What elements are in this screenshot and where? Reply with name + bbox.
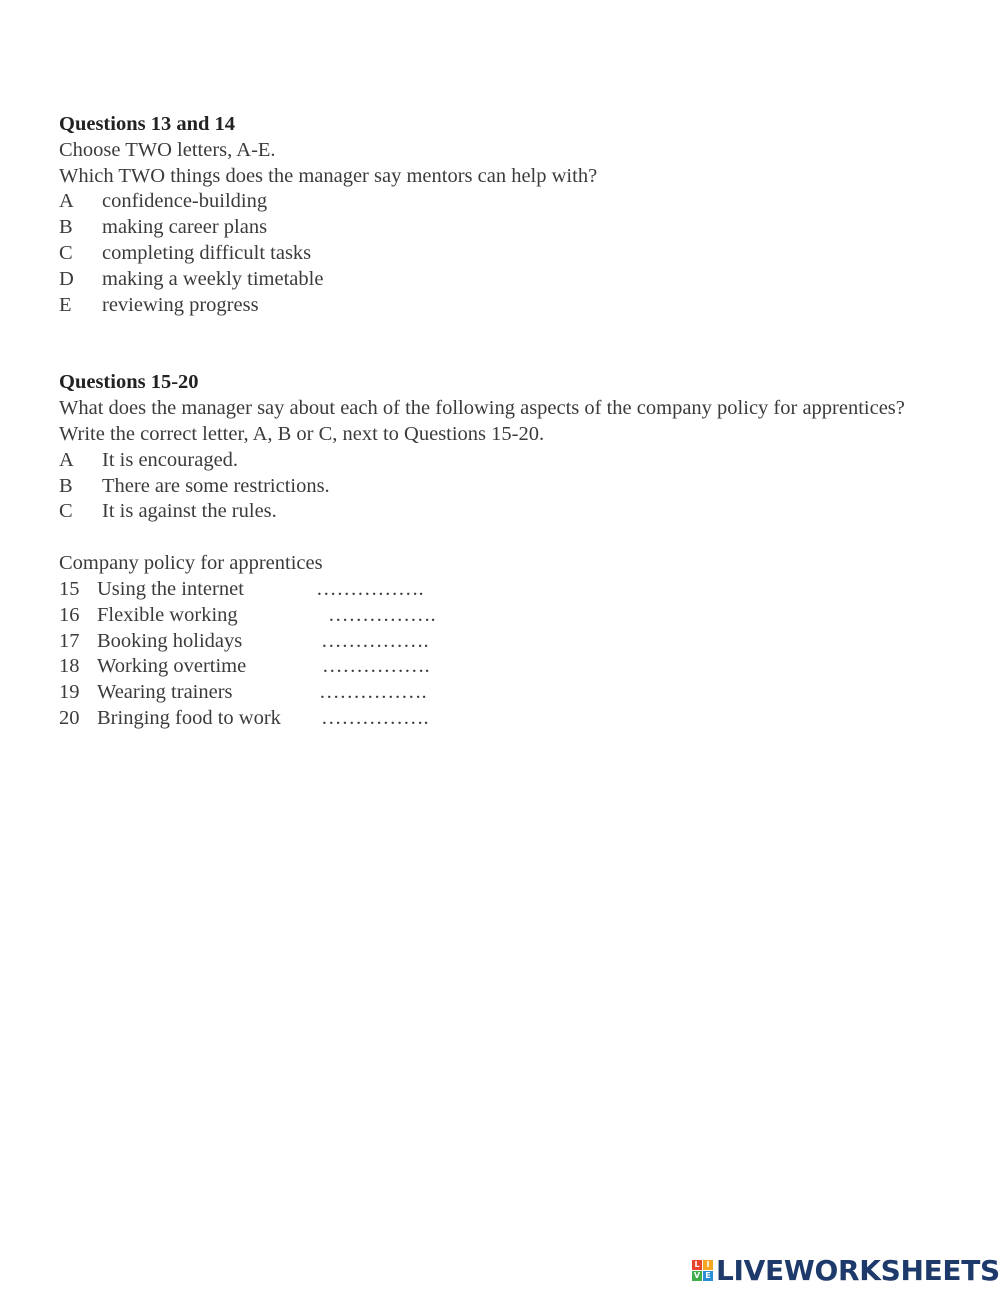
question-text: Using the internet xyxy=(97,577,244,600)
liveworksheets-brand[interactable] xyxy=(692,1253,1000,1287)
question-number: 16 xyxy=(59,603,80,626)
option-letter: A xyxy=(59,448,74,471)
option-e xyxy=(59,293,939,319)
option-letter: B xyxy=(59,474,73,497)
option-letter: D xyxy=(59,267,74,290)
question-number: 17 xyxy=(59,629,80,652)
question-text: Wearing trainers xyxy=(97,681,233,704)
option-a xyxy=(59,189,939,215)
question-row-15 xyxy=(59,577,939,603)
answer-blank[interactable]: ……………. xyxy=(319,681,427,704)
option-c xyxy=(59,241,939,267)
logo-letter: I xyxy=(703,1260,713,1270)
section2-heading: Questions 15-20 xyxy=(59,371,199,394)
answer-blank[interactable]: ……………. xyxy=(321,706,429,729)
option-text: making a weekly timetable xyxy=(102,267,324,290)
option-text: There are some restrictions. xyxy=(102,474,330,497)
option-text: It is against the rules. xyxy=(102,500,277,523)
answer-blank[interactable]: ……………. xyxy=(328,603,436,626)
question-text: Bringing food to work xyxy=(97,706,281,729)
logo-letter: L xyxy=(692,1260,702,1270)
answer-blank[interactable]: ……………. xyxy=(316,577,424,600)
liveworksheets-logo-icon xyxy=(692,1260,713,1281)
worksheet-page xyxy=(59,112,939,732)
question-text: Booking holidays xyxy=(97,629,243,652)
option-letter: C xyxy=(59,241,73,264)
logo-letter: E xyxy=(703,1271,713,1281)
option-b xyxy=(59,215,939,241)
question-row-20 xyxy=(59,706,939,732)
answer-blank[interactable]: ……………. xyxy=(321,629,429,652)
question-number: 18 xyxy=(59,655,80,678)
question-text: Working overtime xyxy=(97,655,247,678)
section1-question: Which TWO things does the manager say mentors can help with? xyxy=(59,164,598,187)
question-row-16 xyxy=(59,603,939,629)
question-text: Flexible working xyxy=(97,603,238,626)
brand-name: LIVEWORKSHEETS xyxy=(716,1253,1000,1287)
question-row-19 xyxy=(59,680,939,706)
question-row-17 xyxy=(59,629,939,655)
option-text: completing difficult tasks xyxy=(102,241,312,264)
option-letter: C xyxy=(59,500,73,523)
logo-letter: V xyxy=(693,1270,701,1280)
question-number: 15 xyxy=(59,577,80,600)
option-letter: E xyxy=(59,293,72,316)
question-row-18 xyxy=(59,654,939,680)
question-number: 20 xyxy=(59,706,80,729)
policy-option-b xyxy=(59,474,939,500)
section2-instruction: Write the correct letter, A, B or C, next to Questions 15-20. xyxy=(59,422,545,445)
option-text: confidence-building xyxy=(102,190,268,213)
policy-option-a xyxy=(59,448,939,474)
policy-list-title: Company policy for apprentices xyxy=(59,552,323,575)
option-text: reviewing progress xyxy=(102,293,259,316)
answer-blank[interactable]: ……………. xyxy=(322,655,430,678)
option-letter: B xyxy=(59,216,73,239)
section1-instruction: Choose TWO letters, A-E. xyxy=(59,138,276,161)
question-number: 19 xyxy=(59,681,80,704)
section1-heading: Questions 13 and 14 xyxy=(59,113,236,135)
section2-question: What does the manager say about each of the following aspects of the company policy for apprentices? xyxy=(59,397,905,420)
option-text: It is encouraged. xyxy=(102,448,239,471)
option-text: making career plans xyxy=(102,216,268,239)
option-letter: A xyxy=(59,190,74,213)
policy-option-c xyxy=(59,499,939,525)
option-d xyxy=(59,267,939,293)
